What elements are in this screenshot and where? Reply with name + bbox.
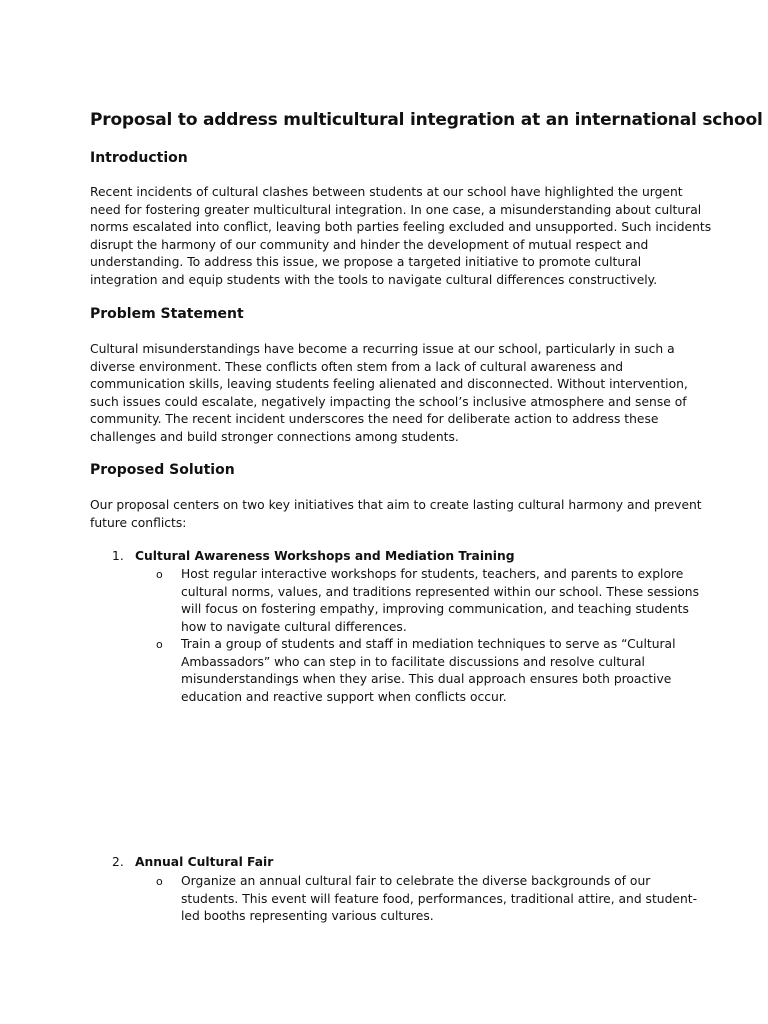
- hollow-circle-bullet-icon: o: [156, 638, 163, 651]
- proposed-solution-heading: Proposed Solution: [90, 462, 235, 478]
- bullet-text: [181, 636, 681, 706]
- paragraph-line: community. The recent incident underscores the need for deliberate action to address these: [90, 412, 659, 427]
- bullet-line: Host regular interactive workshops for students, teachers, and parents to explore: [181, 567, 684, 581]
- paragraph-line: integration and equip students with the tools to navigate cultural differences constructively.: [90, 272, 658, 287]
- paragraph-line: need for fostering greater multicultural integration. In one case, a misunderstanding about cultural: [90, 202, 702, 217]
- item-number: 1.: [112, 549, 124, 563]
- paragraph-line: Recent incidents of cultural clashes between students at our school have highlighted the urgent: [90, 185, 683, 199]
- item-label: Cultural Awareness Workshops and Mediation Training: [135, 549, 515, 563]
- paragraph-line: disrupt the harmony of our community and hinder the development of mutual respect and: [90, 237, 649, 252]
- bullet-line: education and reactive support when conflicts occur.: [181, 689, 507, 704]
- bullet-line: how to navigate cultural differences.: [181, 619, 407, 634]
- paragraph-line: communication skills, leaving students feeling alienated and disconnected. Without intervention,: [90, 377, 688, 392]
- problem-statement-heading: Problem Statement: [90, 306, 244, 322]
- hollow-circle-bullet-icon: o: [156, 875, 163, 888]
- paragraph-line: Cultural misunderstandings have become a recurring issue at our school, particularly in such a: [90, 342, 675, 356]
- paragraph-line: norms escalated into conflict, leaving both parties feeling excluded and unsupported. Such incidents: [90, 220, 712, 235]
- bullet-line: Organize an annual cultural fair to celebrate the diverse backgrounds of our: [181, 874, 651, 888]
- document-title: Proposal to address multicultural integration at an international school: [90, 110, 763, 130]
- paragraph-line: diverse environment. These conflicts often stem from a lack of cultural awareness and: [90, 359, 624, 374]
- introduction-paragraph: [90, 184, 712, 290]
- bullet-line: Ambassadors” who can step in to facilitate discussions and resolve cultural: [181, 654, 645, 669]
- paragraph-line: understanding. To address this issue, we propose a targeted initiative to promote cultural: [90, 255, 642, 270]
- paragraph-line: Our proposal centers on two key initiatives that aim to create lasting cultural harmony and prevent: [90, 498, 702, 512]
- paragraph-line: challenges and build stronger connections among students.: [90, 429, 459, 444]
- item-number: 2.: [112, 855, 124, 869]
- bullet-line: led booths representing various cultures.: [181, 909, 434, 924]
- hollow-circle-bullet-icon: o: [156, 568, 163, 581]
- proposed-solution-intro: [90, 497, 702, 532]
- bullet-line: students. This event will feature food, performances, traditional attire, and student-: [181, 891, 698, 906]
- bullet-line: misunderstandings when they arise. This dual approach ensures both proactive: [181, 672, 672, 687]
- bullet-line: Train a group of students and staff in mediation techniques to serve as “Cultural: [181, 637, 676, 651]
- bullet-line: cultural norms, values, and traditions represented within our school. These sessions: [181, 584, 700, 599]
- paragraph-line: future conflicts:: [90, 515, 187, 530]
- problem-statement-paragraph: [90, 341, 688, 447]
- bullet-text: [181, 566, 700, 636]
- paragraph-line: such issues could escalate, negatively impacting the school’s inclusive atmosphere and sense of: [90, 394, 687, 409]
- bullet-text: [181, 873, 698, 926]
- bullet-line: will focus on fostering empathy, improving communication, and teaching students: [181, 602, 689, 617]
- item-label: Annual Cultural Fair: [135, 855, 274, 869]
- introduction-heading: Introduction: [90, 150, 188, 166]
